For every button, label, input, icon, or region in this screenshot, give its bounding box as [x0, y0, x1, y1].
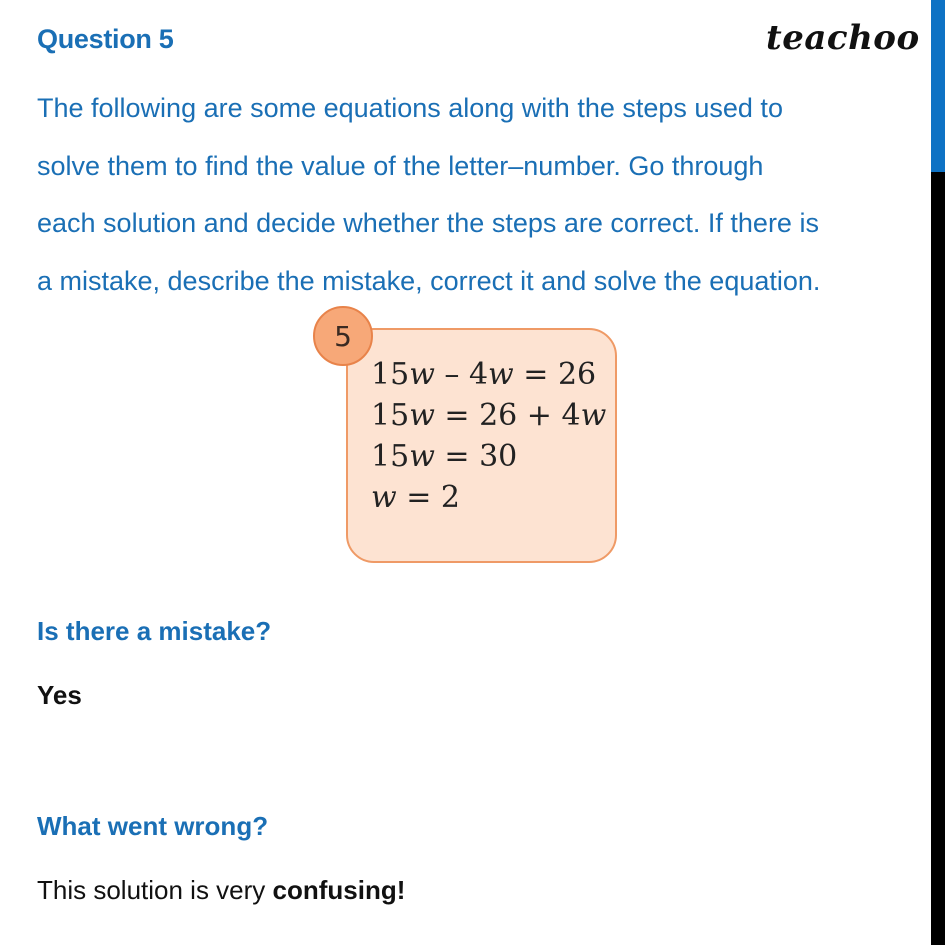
- what-went-wrong-heading: What went wrong?: [37, 811, 269, 841]
- scroll-bar[interactable]: [931, 0, 945, 945]
- equation-number-badge: 5: [313, 306, 373, 366]
- equation-step-4: w = 2: [371, 480, 460, 515]
- teachoo-logo: teachoo: [766, 18, 920, 58]
- intro-line: The following are some equations along with the steps used to: [37, 93, 783, 123]
- equation-step-2: 15w = 26 + 4w: [371, 398, 607, 433]
- equation-step-3: 15w = 30: [371, 439, 518, 474]
- intro-line: each solution and decide whether the steps are correct. If there is: [37, 208, 819, 238]
- question-title: Question 5: [37, 24, 174, 54]
- intro-line: solve them to find the value of the letter–number. Go through: [37, 150, 764, 181]
- what-went-wrong-answer: This solution is very confusing!: [37, 875, 406, 905]
- scroll-thumb[interactable]: [931, 0, 945, 172]
- equation-steps: [371, 354, 606, 518]
- mistake-answer: Yes: [37, 680, 82, 710]
- intro-line: a mistake, describe the mistake, correct it and solve the equation.: [37, 265, 821, 296]
- mistake-heading: Is there a mistake?: [37, 616, 272, 646]
- question-intro: [37, 80, 917, 310]
- equation-step-1: 15w – 4w = 26: [371, 357, 597, 392]
